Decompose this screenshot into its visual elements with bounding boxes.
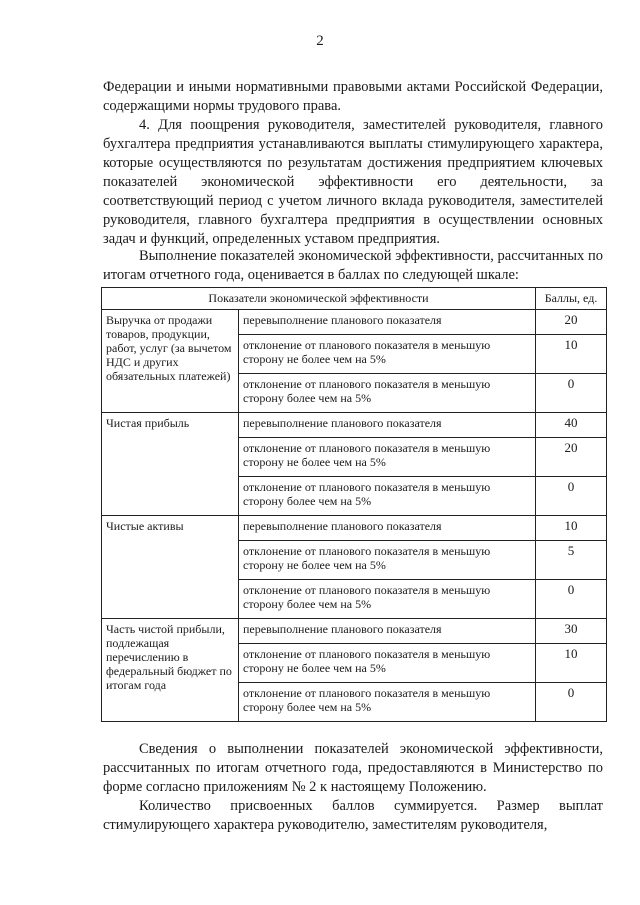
criterion-cell: отклонение от планового показателя в меньшую сторону более чем на 5% [239, 683, 536, 722]
paragraph-4 [103, 116, 603, 249]
header-score: Баллы, ед. [536, 288, 607, 310]
score-cell: 10 [536, 644, 607, 683]
paragraph-text: Выполнение показателей экономической эффективности, рассчитанных по итогам отчетного года, оценивается в баллах по следующей шкале: [103, 248, 603, 283]
score-cell: 10 [536, 335, 607, 374]
criterion-cell: отклонение от планового показателя в меньшую сторону более чем на 5% [239, 374, 536, 413]
table-row [102, 619, 607, 644]
table-header-row [102, 288, 607, 310]
score-cell: 10 [536, 516, 607, 541]
table-row [102, 310, 607, 335]
indicator-name: Чистые активы [102, 516, 239, 619]
score-cell: 20 [536, 310, 607, 335]
table-row [102, 516, 607, 541]
page-number: 2 [316, 33, 324, 49]
criterion-cell: отклонение от планового показателя в меньшую сторону не более чем на 5% [239, 335, 536, 374]
criterion-cell: отклонение от планового показателя в меньшую сторону более чем на 5% [239, 477, 536, 516]
paragraph-text: Количество присвоенных баллов суммируется. Размер выплат стимулирующего характера руководителю, заместителям руководителя, [103, 798, 603, 833]
score-cell: 30 [536, 619, 607, 644]
score-cell: 20 [536, 438, 607, 477]
criterion-cell: отклонение от планового показателя в меньшую сторону не более чем на 5% [239, 541, 536, 580]
paragraph-text: Федерации и иными нормативными правовыми актами Российской Федерации, содержащими нормы трудового права. [103, 79, 603, 114]
header-indicators: Показатели экономической эффективности [102, 288, 536, 310]
paragraph-text: 4. Для поощрения руководителя, заместителей руководителя, главного бухгалтера предприятия устанавливаются выплаты стимулирующего характера, которые осуществляются по результатам достижения предприятием ключевых показателей экономической эффективности его деятельности, за соответствующий период с учетом личного вклада руководителя, заместителей руководителя, главного бухгалтера предприятия в осуществлении основных задач и функций, определенных уставом предприятия. [103, 117, 603, 247]
paragraph-text: Сведения о выполнении показателей экономической эффективности, рассчитанных по итогам отчетного года, предоставляются в Министерство по форме согласно приложениям № 2 к настоящему Положению. [103, 741, 603, 795]
score-cell: 5 [536, 541, 607, 580]
criterion-cell: перевыполнение планового показателя [239, 516, 536, 541]
indicator-name: Чистая прибыль [102, 413, 239, 516]
criterion-cell: перевыполнение планового показателя [239, 413, 536, 438]
criterion-cell: перевыполнение планового показателя [239, 310, 536, 335]
score-cell: 0 [536, 374, 607, 413]
criterion-cell: перевыполнение планового показателя [239, 619, 536, 644]
efficiency-score-table [101, 287, 607, 722]
criterion-cell: отклонение от планового показателя в меньшую сторону не более чем на 5% [239, 438, 536, 477]
score-cell: 0 [536, 683, 607, 722]
paragraph-scale-intro [103, 247, 603, 285]
paragraph-summation [103, 797, 603, 835]
paragraph-continuation [103, 78, 603, 116]
criterion-cell: отклонение от планового показателя в меньшую сторону более чем на 5% [239, 580, 536, 619]
indicator-name: Выручка от продажи товаров, продукции, работ, услуг (за вычетом НДС и других обязательных платежей) [102, 310, 239, 413]
criterion-cell: отклонение от планового показателя в меньшую сторону не более чем на 5% [239, 644, 536, 683]
indicator-name: Часть чистой прибыли, подлежащая перечислению в федеральный бюджет по итогам года [102, 619, 239, 722]
score-cell: 40 [536, 413, 607, 438]
paragraph-reporting [103, 740, 603, 797]
score-cell: 0 [536, 580, 607, 619]
score-cell: 0 [536, 477, 607, 516]
table-row [102, 413, 607, 438]
